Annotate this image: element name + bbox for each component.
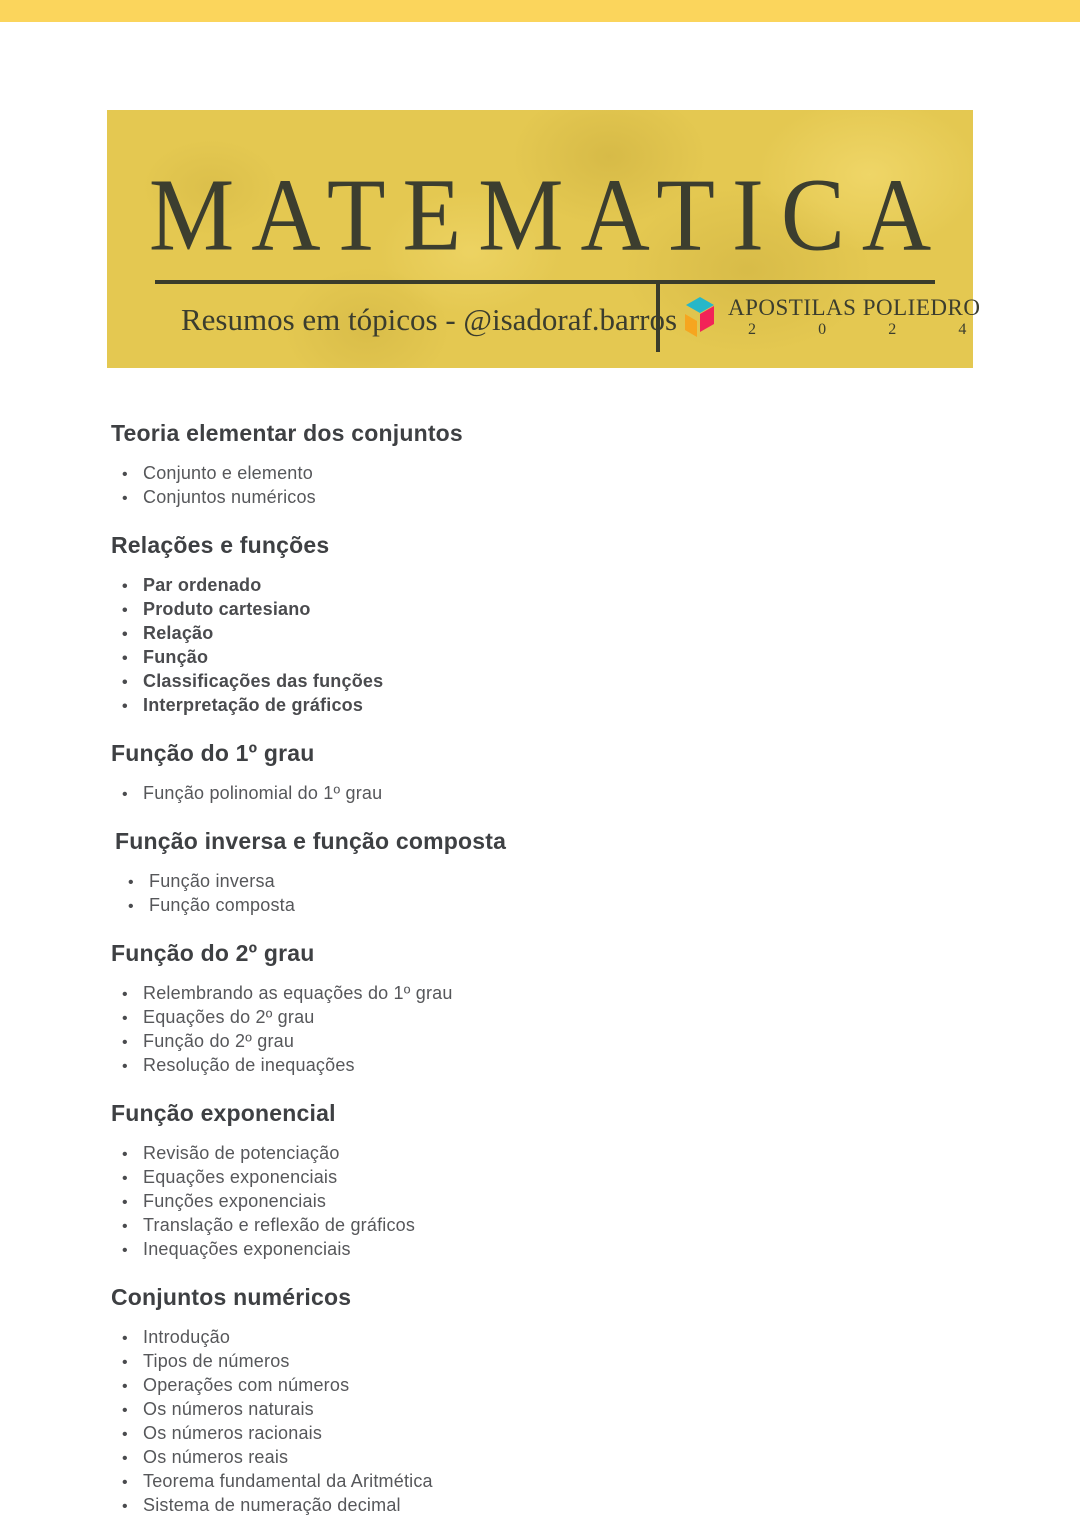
toc-item: [122, 574, 971, 598]
toc-item-label: Sistema de numeração decimal: [143, 1495, 401, 1515]
toc-item-label: Relação: [143, 623, 214, 643]
bullet-icon: •: [122, 602, 128, 619]
bullet-icon: •: [122, 490, 128, 507]
toc-item-label: Interpretação de gráficos: [143, 695, 364, 715]
toc-item: [122, 1006, 971, 1030]
banner-horizontal-rule: [155, 280, 935, 284]
toc-section: [111, 1282, 971, 1518]
brand-block: [681, 294, 980, 347]
toc-item: [122, 1326, 971, 1350]
toc-item: [122, 1214, 971, 1238]
section-items: [122, 1142, 971, 1262]
toc-item: [122, 982, 971, 1006]
toc-item-label: Função: [143, 647, 209, 667]
toc-item-label: Introdução: [143, 1327, 231, 1347]
toc-item: [122, 670, 971, 694]
toc-item-label: Revisão de potenciação: [143, 1143, 340, 1163]
toc-item: [122, 1446, 971, 1470]
toc-item: [122, 694, 971, 718]
top-accent-strip: [0, 0, 1080, 22]
toc: [111, 418, 971, 1538]
section-items: [122, 982, 971, 1078]
bullet-icon: •: [122, 1426, 128, 1443]
toc-item: [122, 1350, 971, 1374]
bullet-icon: •: [122, 1146, 128, 1163]
bullet-icon: •: [122, 650, 128, 667]
bullet-icon: •: [122, 1242, 128, 1259]
section-items: [122, 782, 971, 806]
toc-item-label: Funções exponenciais: [143, 1191, 327, 1211]
toc-item-label: Conjunto e elemento: [143, 463, 313, 483]
toc-item: [122, 1054, 971, 1078]
bullet-icon: •: [122, 986, 128, 1003]
toc-section: [111, 826, 971, 918]
bullet-icon: •: [122, 1354, 128, 1371]
bullet-icon: •: [122, 1194, 128, 1211]
bullet-icon: •: [128, 874, 134, 891]
toc-item: [122, 622, 971, 646]
toc-item: [122, 1142, 971, 1166]
bullet-icon: •: [122, 1218, 128, 1235]
section-items: [122, 1326, 971, 1518]
toc-item: [122, 1030, 971, 1054]
year-digit: 0: [818, 321, 827, 338]
cover-banner: [107, 110, 981, 368]
bullet-icon: •: [122, 1058, 128, 1075]
toc-item-label: Inequações exponenciais: [143, 1239, 351, 1259]
toc-item-label: Resolução de inequações: [143, 1055, 355, 1075]
toc-item-label: Os números racionais: [143, 1423, 323, 1443]
toc-item: [122, 646, 971, 670]
toc-section: [111, 938, 971, 1078]
year-digit: 2: [748, 321, 756, 338]
toc-section: [111, 738, 971, 806]
bullet-icon: •: [122, 1170, 128, 1187]
toc-item-label: Conjuntos numéricos: [143, 487, 316, 507]
section-title: Função exponencial: [111, 1100, 336, 1126]
toc-item-label: Translação e reflexão de gráficos: [143, 1215, 416, 1235]
bullet-icon: •: [128, 898, 134, 915]
toc-item-label: Os números naturais: [143, 1399, 314, 1419]
section-title: Função do 2º grau: [111, 940, 315, 966]
bullet-icon: •: [122, 1450, 128, 1467]
brand-name: APOSTILAS POLIEDRO: [728, 295, 981, 320]
bullet-icon: •: [122, 786, 128, 803]
toc-item-label: Produto cartesiano: [143, 599, 311, 619]
bullet-icon: •: [122, 1498, 128, 1515]
section-items: [122, 462, 971, 510]
bullet-icon: •: [122, 1034, 128, 1051]
section-title: Função inversa e função composta: [115, 828, 507, 854]
toc-item-label: Par ordenado: [143, 575, 262, 595]
toc-item: [122, 1238, 971, 1262]
toc-item-label: Função polinomial do 1º grau: [143, 783, 383, 803]
toc-item-label: Os números reais: [143, 1447, 289, 1467]
toc-item: [122, 1494, 971, 1518]
toc-item-label: Tipos de números: [143, 1351, 290, 1371]
toc-item: [122, 782, 971, 806]
toc-item: [122, 1190, 971, 1214]
section-title: Função do 1º grau: [111, 740, 315, 766]
banner-title: MATEMATICA: [148, 156, 949, 273]
bullet-icon: •: [122, 698, 128, 715]
section-title: Relações e funções: [111, 532, 330, 558]
toc-item-label: Equações exponenciais: [143, 1167, 338, 1187]
toc-item-label: Teorema fundamental da Aritmética: [143, 1471, 433, 1491]
brand-year: [728, 321, 980, 339]
polyhedron-cube-icon: [681, 296, 719, 347]
toc-item-label: Função inversa: [149, 871, 275, 891]
section-title: Teoria elementar dos conjuntos: [111, 420, 463, 446]
toc-item: [122, 894, 971, 918]
year-digit: 2: [888, 321, 897, 338]
toc-section: [111, 418, 971, 510]
bullet-icon: •: [122, 1402, 128, 1419]
bullet-icon: •: [122, 626, 128, 643]
bullet-icon: •: [122, 578, 128, 595]
brand-text: [728, 294, 980, 339]
toc-item: [122, 598, 971, 622]
toc-item-label: Função do 2º grau: [143, 1031, 295, 1051]
toc-item: [122, 1470, 971, 1494]
bullet-icon: •: [122, 1378, 128, 1395]
toc-item-label: Operações com números: [143, 1375, 350, 1395]
bullet-icon: •: [122, 466, 128, 483]
toc-section: [111, 1098, 971, 1262]
toc-item-label: Relembrando as equações do 1º grau: [143, 983, 453, 1003]
toc-item-label: Função composta: [149, 895, 296, 915]
toc-item: [122, 1422, 971, 1446]
section-items: [122, 870, 971, 918]
bullet-icon: •: [122, 1474, 128, 1491]
toc-item: [122, 486, 971, 510]
section-title: Conjuntos numéricos: [111, 1284, 352, 1310]
bullet-icon: •: [122, 674, 128, 691]
toc-section: [111, 530, 971, 718]
banner-subtitle: Resumos em tópicos - @isadoraf.barros: [181, 302, 678, 337]
toc-item: [122, 1166, 971, 1190]
year-digit: 4: [958, 321, 967, 338]
toc-item-label: Equações do 2º grau: [143, 1007, 315, 1027]
toc-item-label: Classificações das funções: [143, 671, 384, 691]
toc-item: [122, 462, 971, 486]
toc-item: [122, 870, 971, 894]
toc-item: [122, 1374, 971, 1398]
bullet-icon: •: [122, 1330, 128, 1347]
bullet-icon: •: [122, 1010, 128, 1027]
toc-item: [122, 1398, 971, 1422]
section-items: [122, 574, 971, 718]
